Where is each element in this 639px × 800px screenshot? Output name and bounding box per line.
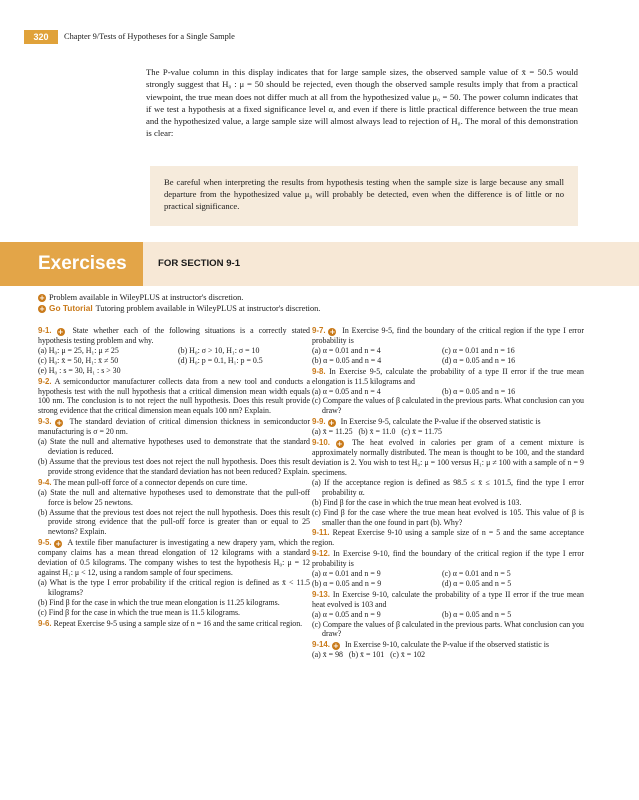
legend-tutorial [38, 303, 598, 314]
exercise-9-10 [312, 438, 584, 527]
plus-icon: + [329, 328, 336, 336]
exercise-parts [312, 346, 584, 356]
exercises-title: Exercises [38, 253, 127, 274]
exercise-text: State whether each of the following situations is a correctly stated hypothesis testing problem and why. [38, 326, 310, 345]
plus-icon: + [39, 293, 45, 302]
part-e: (e) H₀ : s = 30, H₁ : s > 30 [38, 365, 121, 375]
part-b: (b) α = 0.05 and n = 4 [312, 355, 382, 365]
exercise-number: 9-7. [312, 326, 326, 335]
exercise-number: 9-8. [312, 366, 326, 376]
exercise-parts [312, 356, 584, 366]
part-c: (c) Compare the values of β calculated in the previous parts. What conclusion can you draw? [312, 396, 584, 416]
exercise-parts [312, 610, 584, 620]
callout-text: Be careful when interpreting the results from hypothesis testing when the sample size is large because any small departure from the hypothesized value μ₀ will probably be detected, even when the difference is of little or no practical significance. [164, 177, 564, 212]
exercise-9-4 [38, 478, 310, 537]
exercise-parts [312, 387, 584, 397]
plus-icon: + [57, 328, 64, 336]
exercise-text: In Exercise 9-5, calculate the P-value if the observed statistic is [340, 417, 541, 427]
exercise-text: In Exercise 9-10, find the boundary of the critical region if the type I error probability is [312, 549, 585, 569]
exercise-text: In Exercise 9-5, find the boundary of the critical region if the type I error probability is [312, 326, 584, 345]
exercise-9-8 [312, 367, 584, 417]
page-number: 320 [24, 30, 58, 44]
chapter-title: Chapter 9/Tests of Hypotheses for a Single Sample [64, 32, 235, 41]
plus-icon: + [39, 304, 45, 313]
part-d: (d) α = 0.05 and n = 16 [442, 355, 516, 365]
part-b: (b) H₀: σ > 10, H₁: σ = 10 [178, 345, 260, 355]
exercise-text: In Exercise 9-10, calculate the probability of a type II error if the true mean heat evolved is 103 and [312, 589, 584, 609]
exercise-9-14 [312, 640, 584, 660]
exercise-9-9 [312, 417, 584, 437]
exercise-9-5 [38, 538, 310, 617]
part-c: (c) Find β for the case where the true mean heat evolved is 105. This value of β is smaller than the one found in part (b). Why? [312, 507, 584, 527]
part-a: (a) If the acceptance region is defined as 98.5 ≤ x̄ ≤ 101.5, find the type I error probability α. [312, 477, 584, 497]
part-a: (a) α = 0.01 and n = 9 [312, 569, 381, 579]
exercise-text: In Exercise 9-10, calculate the P-value if the observed statistic is [344, 640, 549, 650]
exercise-text: The standard deviation of critical dimension thickness in semiconductor manufacturing is σ = 20 nm. [38, 417, 310, 437]
parts-abc: (a) x̄ = 11.25 (b) x̄ = 11.0 (c) x̄ = 11.75 [312, 427, 442, 437]
exercise-number: 9-2. [38, 376, 52, 386]
callout-box [150, 166, 578, 226]
exercise-parts [38, 346, 310, 356]
exercise-9-7 [312, 326, 584, 366]
exercise-text: In Exercise 9-5, calculate the probability of a type II error if the true mean elongation is 11.5 kilograms and [312, 366, 584, 386]
plus-icon: + [336, 440, 343, 449]
exercise-parts [312, 579, 584, 589]
section-label: FOR SECTION 9-1 [158, 258, 241, 269]
exercises-left-column [38, 326, 310, 629]
exercise-number: 9-14. [312, 640, 330, 650]
exercise-9-6 [38, 619, 310, 629]
exercise-9-1 [38, 326, 310, 376]
legend [38, 292, 598, 314]
legend-tutorial-text: Tutoring problem available in WileyPLUS at instructor's discretion. [95, 304, 321, 313]
legend-wiley [38, 292, 598, 303]
exercise-number: 9-12. [312, 549, 330, 559]
part-c: (c) Compare the values of β calculated in the previous parts. What conclusion can you draw? [312, 619, 584, 639]
exercises-right-column [312, 326, 584, 661]
part-b: (b) α = 0.05 and n = 16 [442, 386, 516, 396]
exercise-9-2 [38, 377, 310, 417]
exercise-text: A textile fiber manufacturer is investigating a new drapery yarn, which the company claims has a mean thread elongation of 12 kilograms with a standard deviation of 0.5 kilograms. The company wishes to test the hypothesis H₀: μ = 12 against H₁: μ < 12, using a random sample of four specimens. [38, 538, 310, 578]
exercise-number: 9-11. [312, 528, 330, 538]
exercise-9-13 [312, 590, 584, 640]
exercise-number: 9-1. [38, 326, 52, 335]
exercise-text: Repeat Exercise 9-5 using a sample size of n = 16 and the same critical region. [53, 618, 303, 628]
part-b: (b) Find β for the case in which the true mean heat evolved is 103. [312, 497, 522, 507]
plus-icon: + [56, 419, 63, 428]
part-a: (a) α = 0.05 and n = 4 [312, 386, 381, 396]
go-tutorial-label: Go Tutorial [49, 303, 93, 313]
part-c: (c) α = 0.01 and n = 5 [442, 569, 511, 579]
exercise-number: 9-13. [312, 589, 330, 599]
part-d: (d) H₀: p = 0.1, H₁: p = 0.5 [178, 355, 263, 365]
part-a: (a) State the null and alternative hypotheses used to demonstrate that the standard deviation is reduced. [38, 437, 310, 457]
part-b: (b) Find β for the case in which the true mean elongation is 11.25 kilograms. [38, 597, 280, 607]
legend-wiley-text: Problem available in WileyPLUS at instructor's discretion. [49, 293, 244, 302]
part-a: (a) H₀: μ = 25, H₁: μ ≠ 25 [38, 345, 119, 355]
part-b: (b) Assume that the previous test does not reject the null hypothesis. Does this result provide strong evidence that the standard deviation has not been reduced? Explain. [38, 456, 310, 476]
exercise-number: 9-4. [38, 477, 52, 487]
exercise-text: Repeat Exercise 9-10 using a sample size of n = 5 and the same acceptance region. [312, 528, 584, 548]
intro-paragraph: The P-value column in this display indicates that for large sample sizes, the observed sample value of x̄ = 50.5 would strongly suggest that H₀ : μ = 50 should be rejected, even though the observed sample results imply that from a practical viewpoint, the true mean does not differ much at all from the hypothesized value μ₀ = 50. The power column indicates that if we test a hypothesis at a fixed significance level α, and even if there is little practical difference between the true mean and the hypothesized value, a large sample size will almost always lead to rejection of H₀. The moral of this demonstration is clear: [146, 67, 578, 139]
exercise-number: 9-5. [38, 538, 52, 548]
part-b: (b) Assume that the previous test does not reject the null hypothesis. Does this result provide strong evidence that the pull-off force is greater than or equal to 25 newtons? Explain. [38, 507, 310, 537]
exercise-number: 9-9. [312, 417, 326, 427]
part-b: (b) α = 0.05 and n = 5 [442, 609, 512, 619]
exercise-9-3 [38, 417, 310, 477]
plus-icon: + [55, 540, 62, 549]
exercise-parts [38, 356, 310, 366]
running-header [0, 30, 639, 44]
part-a: (a) α = 0.05 and n = 9 [312, 609, 381, 619]
plus-icon: + [328, 419, 335, 428]
part-c: (c) α = 0.01 and n = 16 [442, 345, 515, 355]
exercise-number: 9-6. [38, 618, 52, 628]
parts-abc: (a) x̄ = 98 (b) x̄ = 101 (c) x̄ = 102 [312, 650, 426, 660]
exercise-text: A semiconductor manufacturer collects data from a new tool and conducts a hypothesis test with the null hypothesis that a critical dimension mean width equals 100 nm. The conclusion is to not reject the null hypothesis. Does this result provide strong evidence that the critical dimension mean equals 100 nm? Explain. [38, 376, 310, 416]
part-c: (c) Find β for the case in which the true mean is 11.5 kilograms. [38, 607, 241, 617]
part-d: (d) α = 0.05 and n = 5 [442, 578, 512, 588]
part-b: (b) α = 0.05 and n = 9 [312, 578, 382, 588]
exercise-number: 9-10. [312, 438, 330, 448]
plus-icon: + [333, 642, 339, 651]
exercise-9-12 [312, 549, 584, 589]
exercise-parts [312, 569, 584, 579]
part-a: (a) α = 0.01 and n = 4 [312, 345, 381, 355]
exercise-number: 9-3. [38, 417, 52, 427]
exercise-text: The heat evolved in calories per gram of a cement mixture is approximately normally distributed. The mean is thought to be 100, and the standard deviation is 2. You wish to test H₀: μ = 100 versus H₁: μ ≠ 100 with a sample of n = 9 specimens. [312, 438, 584, 477]
exercise-9-11 [312, 528, 584, 548]
part-a: (a) State the null and alternative hypotheses used to demonstrate that the pull-off force is below 25 newtons. [38, 487, 310, 507]
part-c: (c) H₀: x̄ = 50, H₁: x̄ ≠ 50 [38, 355, 119, 365]
exercise-text: The mean pull-off force of a connector depends on cure time. [53, 477, 248, 487]
exercises-banner [0, 242, 639, 286]
part-a: (a) What is the type I error probability if the critical region is defined as x̄ < 11.5 kilograms? [38, 577, 310, 597]
